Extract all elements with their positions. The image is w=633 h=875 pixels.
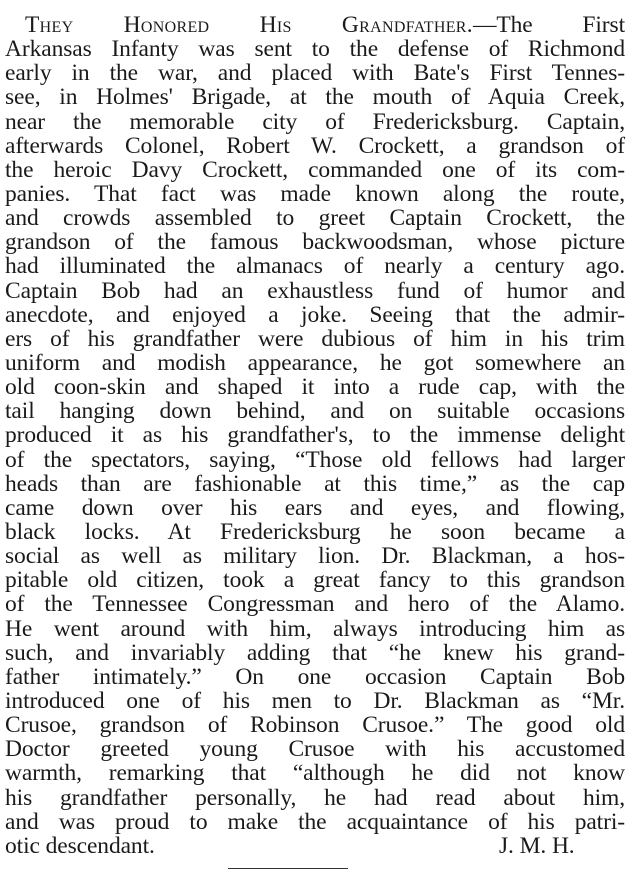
- article-line: came down over his ears and eyes, and flowing,: [5, 494, 625, 521]
- article-line: heads than are fashionable at this time,” as the cap: [5, 470, 625, 497]
- article-line: his grandfather personally, he had read about him,: [5, 784, 625, 811]
- article-line: the heroic Davy Crockett, commanded one of its com-: [5, 156, 625, 183]
- article-line: afterwards Colonel, Robert W. Crockett, a grandson of: [5, 132, 625, 159]
- article-line: anecdote, and enjoyed a joke. Seeing that the admir-: [5, 301, 625, 328]
- article-line-text: otic descendant.: [5, 832, 155, 859]
- article-line: had illuminated the almanacs of nearly a century ago.: [5, 253, 625, 280]
- article-line: Captain Bob had an exhaustless fund of humor and: [5, 277, 625, 304]
- article-line: Crusoe, grandson of Robinson Crusoe.” The good old: [5, 712, 625, 739]
- article-line: produced it as his grandfather's, to the immense delight: [5, 422, 625, 449]
- article-line: [5, 13, 625, 37]
- article-last-line: [5, 834, 625, 858]
- article-line: old coon-skin and shaped it into a rude cap, with the: [5, 374, 625, 401]
- article-line: father intimately.” On one occasion Captain Bob: [5, 663, 625, 690]
- article-line: and crowds assembled to greet Captain Crockett, the: [5, 205, 625, 232]
- article-line: social as well as military lion. Dr. Blackman, a hos-: [5, 543, 625, 570]
- article-line: He went around with him, always introducing him as: [5, 615, 625, 642]
- article-line: and was proud to make the acquaintance of his patri-: [5, 808, 625, 835]
- article-line: grandson of the famous backwoodsman, whose picture: [5, 229, 625, 256]
- article-line-text: —The First: [472, 12, 625, 38]
- article-line: see, in Holmes' Brigade, at the mouth of Aquia Creek,: [5, 84, 625, 111]
- article-line: black locks. At Fredericksburg he soon became a: [5, 518, 625, 545]
- article-line: of the spectators, saying, “Those old fellows had larger: [5, 446, 625, 473]
- article-line: introduced one of his men to Dr. Blackman as “Mr.: [5, 687, 625, 714]
- article-line: ers of his grandfather were dubious of him in his trim: [5, 325, 625, 352]
- article-line: pitable old citizen, took a great fancy to this grandson: [5, 567, 625, 594]
- section-divider: [228, 868, 348, 869]
- article-line: uniform and modish appearance, he got somewhere an: [5, 349, 625, 376]
- article-line: warmth, remarking that “although he did not know: [5, 760, 625, 787]
- article-title: They Honored His Grandfather.: [25, 12, 473, 38]
- author-signature: J. M. H.: [499, 832, 575, 859]
- article-line: of the Tennessee Congressman and hero of the Alamo.: [5, 591, 625, 618]
- article-line: near the memorable city of Fredericksburg. Captain,: [5, 108, 625, 135]
- article-body: [5, 13, 625, 858]
- article-line: panies. That fact was made known along the route,: [5, 180, 625, 207]
- article-line: Arkansas Infanty was sent to the defense of Richmond: [5, 36, 625, 63]
- article-line: Doctor greeted young Crusoe with his accustomed: [5, 736, 625, 763]
- article-line: early in the war, and placed with Bate's First Tennes-: [5, 60, 625, 87]
- article-line: tail hanging down behind, and on suitable occasions: [5, 398, 625, 425]
- article-line: such, and invariably adding that “he knew his grand-: [5, 639, 625, 666]
